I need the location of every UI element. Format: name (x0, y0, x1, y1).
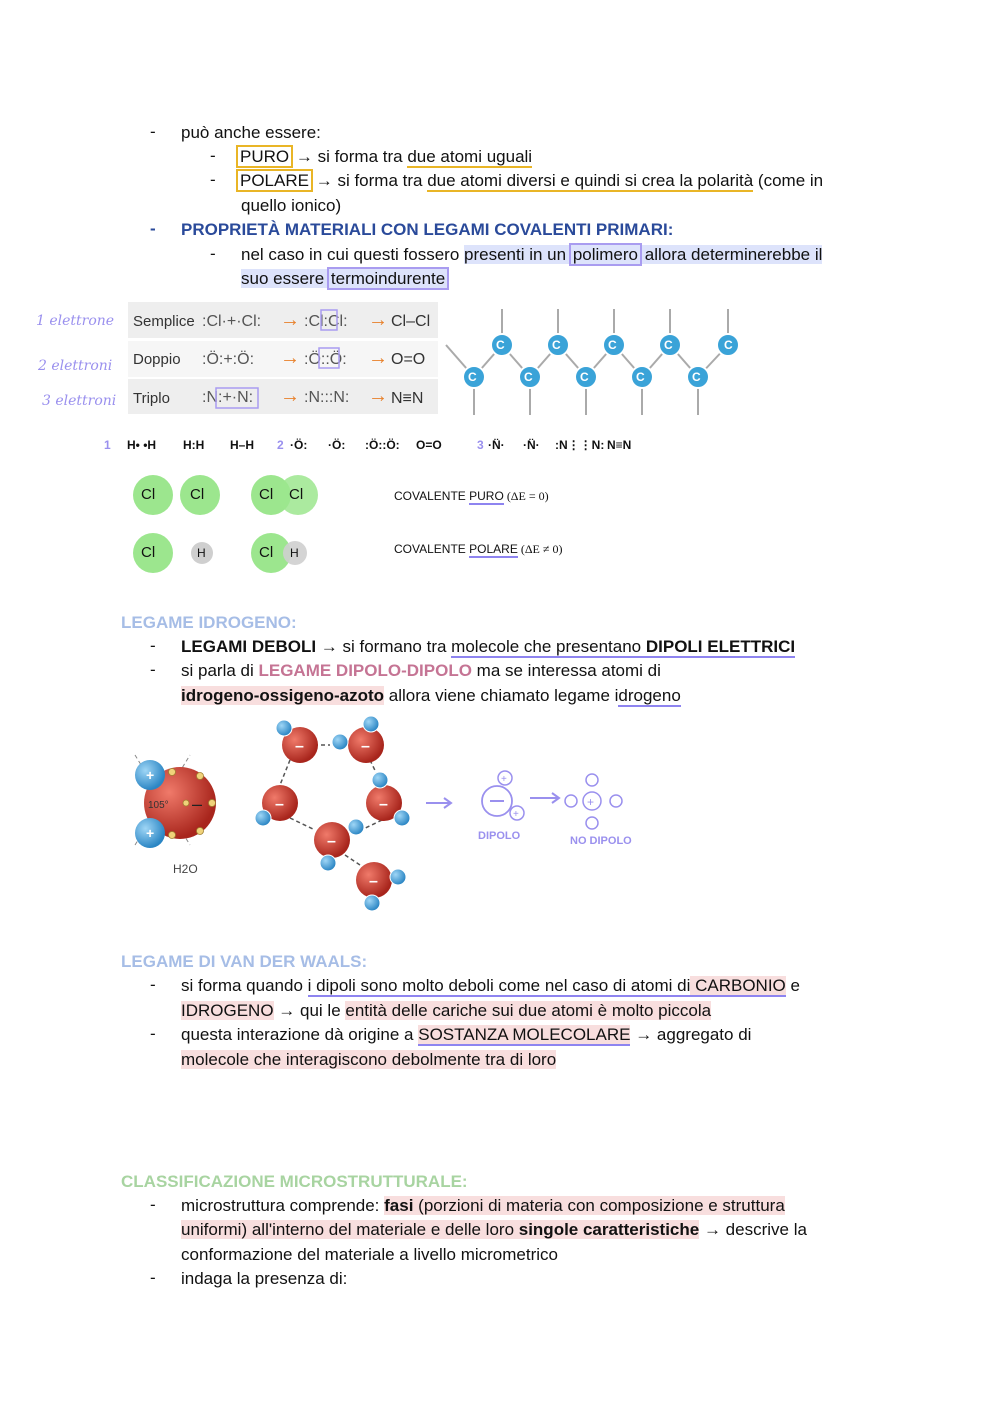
water-svg (130, 715, 650, 915)
bold-text: DIPOLI ELETTRICI (645, 637, 796, 656)
vdw-bullet-1-cont (181, 1000, 711, 1022)
svg-text::Cl:Cl:: :Cl:Cl: (304, 313, 348, 330)
puro-text: → si forma tra (295, 147, 408, 166)
text: → aggregato di (630, 1025, 752, 1044)
chain-atom-label: C (724, 338, 733, 352)
covalente-polare-label (394, 538, 562, 560)
carbon-chain (444, 305, 754, 417)
bullet-dash: - (150, 636, 156, 655)
bullet-dash: - (150, 122, 156, 141)
svg-text:–: – (192, 794, 203, 814)
highlight: CARBONIO (690, 976, 786, 995)
svg-text:→: → (368, 347, 388, 369)
water-figure (130, 715, 650, 915)
lewis-h-dots: H• •H (127, 438, 157, 452)
label-underlined: POLARE (469, 542, 518, 556)
underlined (451, 637, 795, 658)
text: questa interazione dà origine a (181, 1025, 419, 1044)
vdw-bullet-1 (181, 975, 800, 997)
text: → si formano tra (316, 637, 452, 656)
lewis-number: 1 (104, 438, 111, 452)
chain-atom-label: C (468, 370, 477, 384)
text: si forma quando (181, 976, 308, 995)
lewis-n-bond: N≡N (607, 438, 632, 452)
cl-label: Cl (141, 544, 156, 561)
h-label: H (197, 546, 206, 560)
micro-bullet-1 (181, 1195, 785, 1217)
text: allora viene chiamato legame i (384, 686, 619, 705)
label-text: COVALENTE (394, 489, 470, 503)
bond-result: N≡N (391, 390, 424, 407)
svg-text:–: – (379, 796, 388, 813)
h-label: H (290, 546, 299, 560)
bold-highlight: singole caratteristiche (518, 1220, 700, 1239)
highlight: (porzioni di materia con (413, 1196, 600, 1215)
highlight: composizione e struttura (599, 1196, 785, 1215)
lewis-n-atom: ·N̈· (523, 438, 540, 452)
lewis-number: 3 (477, 438, 484, 452)
svg-text:→: → (280, 385, 300, 407)
text: si parla di (181, 661, 259, 680)
puro-bullet (238, 146, 532, 168)
chain-atom-label: C (496, 338, 505, 352)
bullet-dash: - (150, 660, 156, 679)
lewis-number: 2 (277, 438, 284, 452)
case-bullet (241, 244, 822, 266)
puro-box: PURO (240, 147, 290, 166)
bullet-dash: - (150, 1195, 156, 1214)
vdw-bullet-2 (181, 1024, 751, 1046)
chain-atom-label: C (664, 338, 673, 352)
text: → qui le (273, 1001, 346, 1020)
no-dipolo-label: NO DIPOLO (570, 835, 632, 847)
polare-text: → si forma tra (315, 171, 428, 190)
label-formula: (ΔE = 0) (503, 489, 549, 503)
hand-label: 2 elettroni (38, 358, 113, 374)
chain-atom-label: C (636, 370, 645, 384)
svg-text:–: – (361, 738, 370, 755)
micro-bullet-1-cont2: conformazione del materiale a livello micrometrico (181, 1245, 558, 1264)
bold-text: LEGAMI DEBOLI (181, 637, 317, 656)
lewis-h-pair: H:H (183, 438, 205, 452)
bullet-dash: - (150, 975, 156, 994)
svg-text:–: – (275, 796, 284, 813)
svg-text:+: + (146, 825, 155, 841)
bullet-text: può anche essere: (181, 123, 321, 142)
svg-text::N:+·N:: :N:+·N: (202, 389, 254, 406)
lewis-o-atom: ·Ö: (328, 438, 346, 452)
label-underlined: PURO (469, 489, 504, 503)
highlight: IDROGENO (181, 1001, 274, 1020)
text: e (785, 976, 800, 995)
svg-text:–: – (369, 873, 378, 890)
idrogeno-bullet-2-cont (181, 685, 681, 707)
chain-atom-label: C (580, 370, 589, 384)
chain-atom-label: C (524, 370, 533, 384)
bullet-dash: - (150, 219, 156, 238)
case-text: nel caso in cui questi fossero (241, 245, 465, 264)
lewis-o-atom: ·Ö: (290, 438, 308, 452)
bond-type: Semplice (133, 313, 195, 330)
svg-text::Ö:+:Ö:: :Ö:+:Ö: (202, 351, 255, 368)
bold-highlight: idrogeno-ossigeno-azoto (181, 686, 385, 705)
svg-text:+: + (513, 809, 519, 820)
bond-type: Doppio (133, 351, 181, 368)
micro-bullet-2: indaga la presenza di: (181, 1269, 348, 1288)
highlight: entità delle cariche sui due atomi è molto piccola (345, 1001, 712, 1020)
case-highlight: suo essere (241, 269, 329, 288)
lewis-o-pair: :Ö::Ö: (365, 438, 400, 452)
svg-text:→: → (368, 385, 388, 407)
underlined: drogeno (618, 686, 681, 705)
idrogeno-bullet-2 (181, 660, 661, 682)
polare-box: POLARE (240, 171, 309, 190)
micro-bullet-1-cont (181, 1219, 807, 1241)
case-highlight: presenti in un (464, 245, 571, 264)
section-heading: LEGAME DI VAN DER WAALS: (121, 952, 368, 971)
svg-text:–: – (295, 738, 304, 755)
bond-result: Cl–Cl (391, 313, 431, 330)
section-heading: LEGAME IDROGENO: (121, 613, 297, 632)
lewis-n-pair: :N⋮⋮N: (555, 438, 605, 452)
cl-label: Cl (190, 486, 205, 503)
angle-label: 105° (148, 800, 169, 811)
polare-text-end: (come in (753, 171, 824, 190)
lewis-n-atom: ·N̈· (488, 438, 505, 452)
text: ma se interessa atomi di (471, 661, 661, 680)
cl-label: Cl (141, 486, 156, 503)
cl-label: Cl (259, 486, 274, 503)
idrogeno-bullet-1 (181, 636, 795, 658)
svg-text::Ö::Ö:: :Ö::Ö: (304, 351, 347, 368)
polare-underlined: due atomi diversi e quindi si crea la polarità (427, 171, 754, 190)
svg-text:+: + (587, 795, 595, 809)
svg-text:→: → (368, 309, 388, 331)
lewis-row (100, 434, 660, 460)
lewis-o-bond: O=O (416, 438, 442, 452)
prop-heading: PROPRIETÀ MATERIALI CON LEGAMI COVALENTI PRIMARI: (181, 220, 674, 239)
bond-result: O=O (391, 351, 426, 368)
cl-label: Cl (289, 486, 304, 503)
cl-label: Cl (259, 544, 274, 561)
highlight: uniformi) all'interno del materiale e delle loro (181, 1220, 519, 1239)
bond-type: Triplo (133, 390, 170, 407)
puro-underlined: due atomi uguali (407, 147, 533, 166)
chain-atom-label: C (608, 338, 617, 352)
label-text: COVALENTE (394, 542, 470, 556)
polare-bullet (238, 170, 823, 192)
bullet-dash: - (150, 1268, 156, 1287)
text: → descrive la (699, 1220, 807, 1239)
svg-text::N:::N:: :N:::N: (304, 389, 350, 406)
label-formula: (ΔE ≠ 0) (517, 542, 563, 556)
bullet-dash: - (210, 146, 216, 165)
hand-label: 1 elettrone (36, 313, 115, 329)
dipolo-label: DIPOLO (478, 830, 521, 842)
text: molecole che presentano (451, 637, 646, 656)
lewis-h-bond: H–H (230, 438, 255, 452)
svg-text::Cl·+·Cl:: :Cl·+·Cl: (202, 313, 262, 330)
chain-atom-label: C (552, 338, 561, 352)
section-heading: CLASSIFICAZIONE MICROSTRUTTURALE: (121, 1172, 468, 1191)
bullet-dash: - (210, 170, 216, 189)
bold-highlight: fasi (384, 1196, 414, 1215)
termoindurente-box: termoindurente (330, 269, 446, 288)
bullet-dash: - (210, 244, 216, 263)
underlined: i dipoli sono molto deboli come nel caso di atomi di (307, 976, 691, 995)
vdw-bullet-2-cont (181, 1049, 556, 1071)
text: microstruttura comprende: (181, 1196, 385, 1215)
highlight: molecole che interagiscono debolmente tra di loro (181, 1050, 557, 1069)
svg-text:→: → (280, 309, 300, 331)
case-highlight: allora determinerebbe il (640, 245, 823, 264)
hand-label: 3 elettroni (42, 393, 117, 409)
highlight: SOSTANZA MOLECOLARE (418, 1025, 631, 1044)
bullet-dash: - (150, 1024, 156, 1043)
covalente-puro-label (394, 485, 549, 507)
pink-term: LEGAME DIPOLO-DIPOLO (258, 661, 472, 680)
svg-text:→: → (280, 347, 300, 369)
polimero-box: polimero (572, 245, 639, 264)
svg-text:–: – (327, 833, 336, 850)
h2o-label: H2O (173, 862, 198, 876)
case-bullet-cont (241, 268, 447, 290)
polare-text-cont: quello ionico) (241, 196, 342, 215)
chain-atom-label: C (692, 370, 701, 384)
svg-text:+: + (501, 774, 507, 785)
carbon-chain-svg (444, 305, 754, 417)
svg-text:+: + (146, 767, 155, 783)
